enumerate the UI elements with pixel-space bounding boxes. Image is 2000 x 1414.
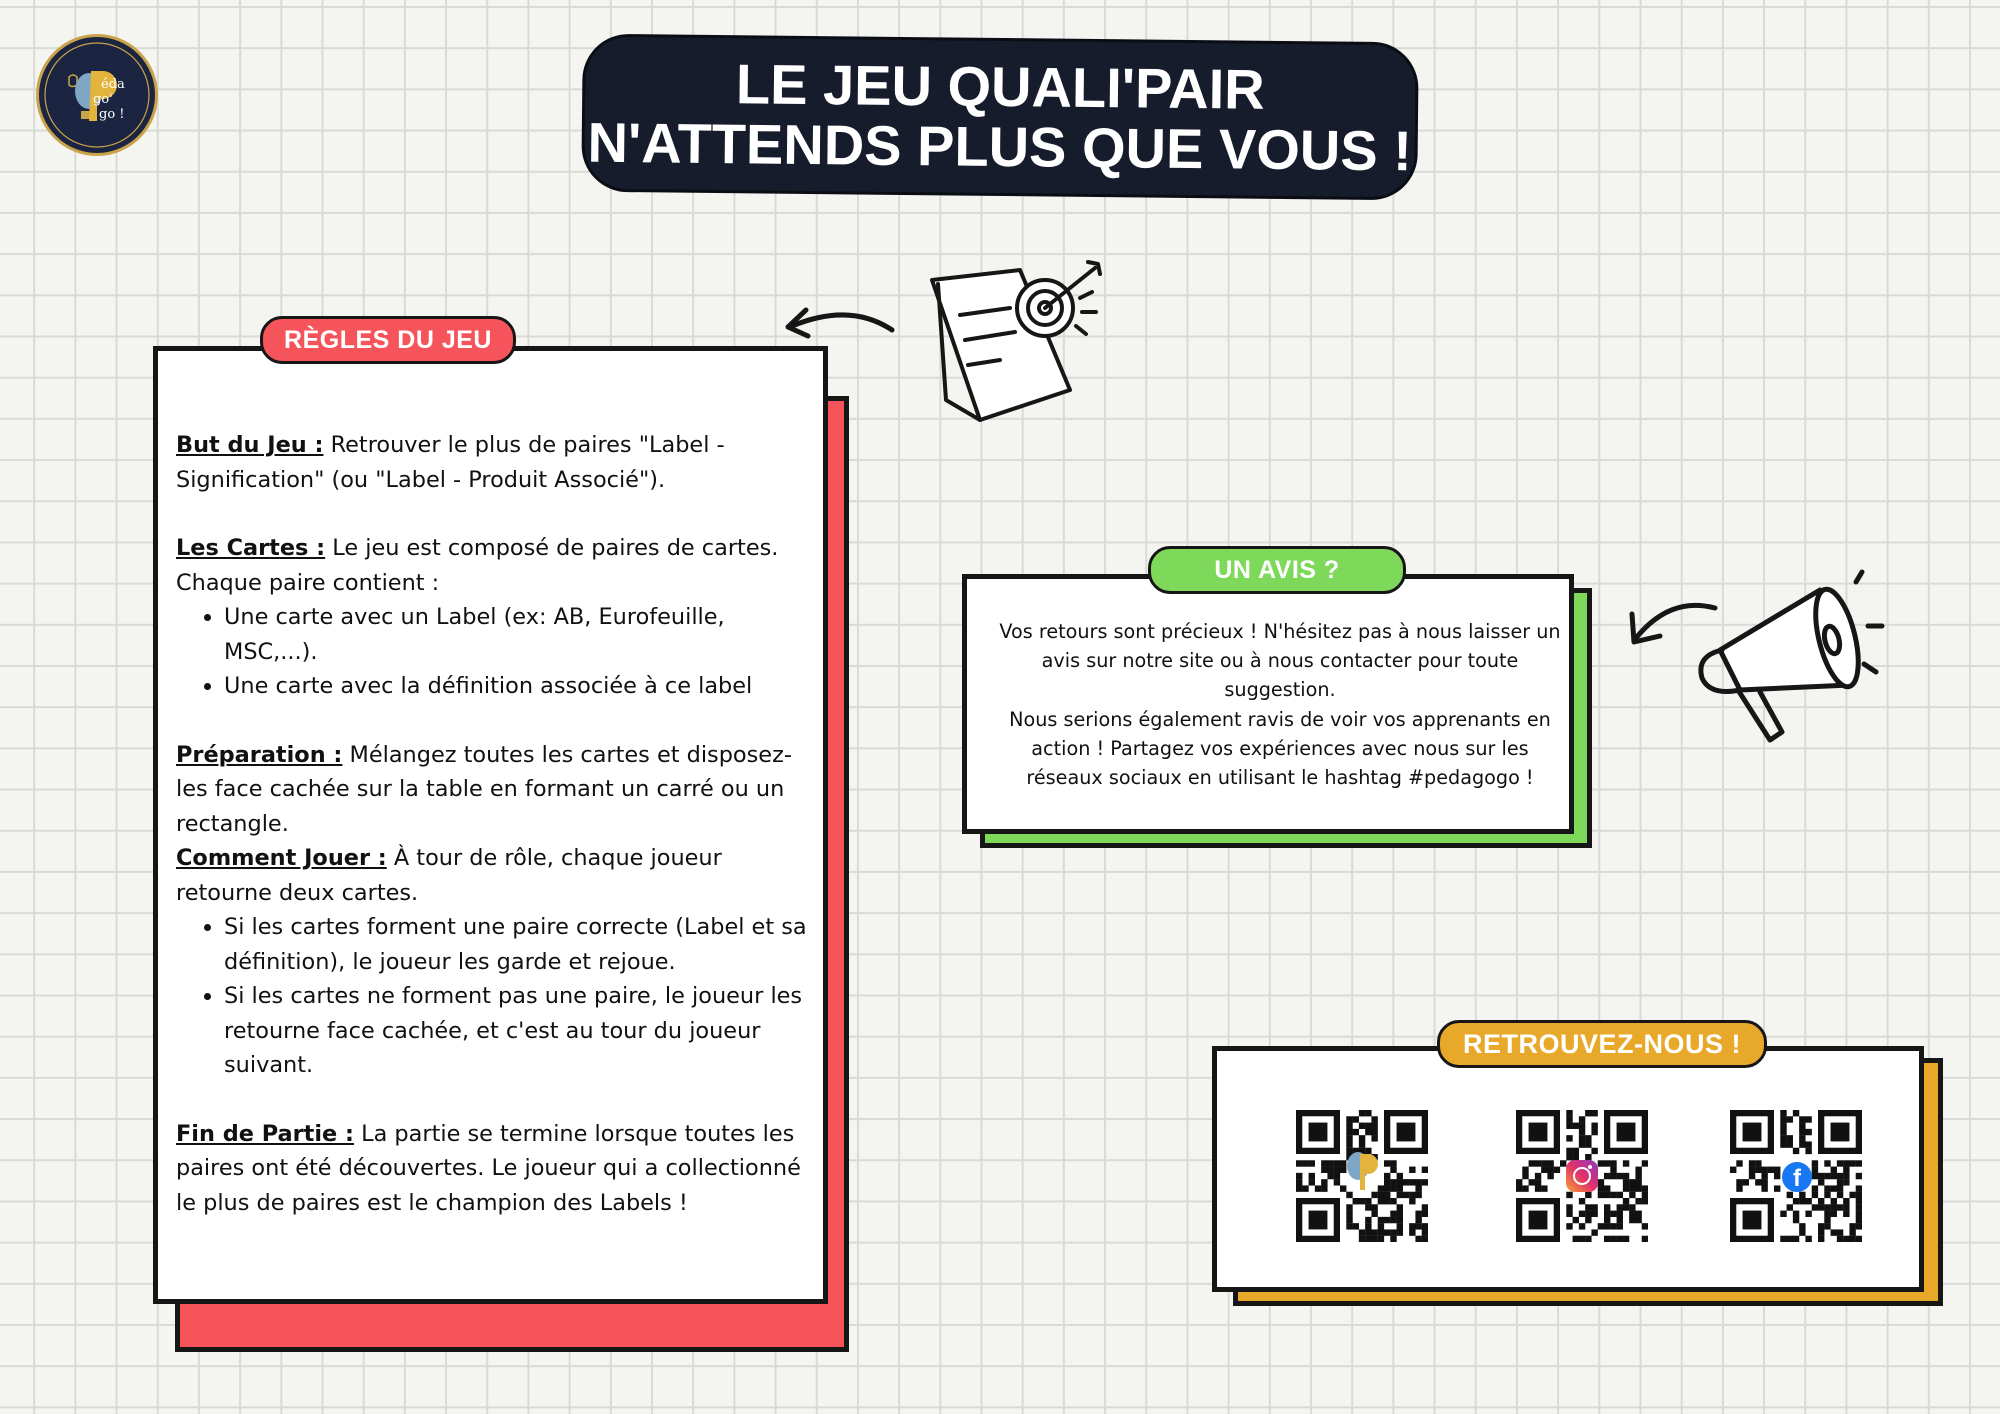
- rules-tag: RÈGLES DU JEU: [260, 316, 516, 364]
- play-text: À tour de rôle, chaque joueur retourne deux cartes.: [176, 845, 722, 906]
- goal-term: But du Jeu :: [176, 432, 324, 458]
- end-term: Fin de Partie :: [176, 1120, 354, 1147]
- curved-arrow-icon: [780, 300, 900, 350]
- end-text: La partie se termine lorsque toutes les paires ont été découvertes. Le joueur qui a collectionné le plus de paires est le champion des Labels !: [176, 1120, 801, 1216]
- play-list: [176, 910, 816, 1083]
- rules-preparation: [176, 738, 816, 842]
- cards-text: Le jeu est composé de paires de cartes. Chaque paire contient :: [176, 535, 779, 596]
- prep-term: Préparation :: [176, 741, 343, 768]
- goal-text: Retrouver le plus de paires "Label - Signification" (ou "Label - Produit Associé").: [176, 432, 725, 493]
- avis-text: [992, 617, 1568, 792]
- list-item: • Une carte avec un Label (ex: AB, Eurofeuille, MSC,...).: [224, 600, 816, 669]
- page-title: [581, 34, 1419, 201]
- avis-paragraph-2: Nous serions également ravis de voir vos apprenants en action ! Partagez vos expériences avec nous sur les réseaux sociaux en utilisant le hashtag #pedagogo !: [1009, 707, 1551, 790]
- prep-text: Mélangez toutes les cartes et disposez-les face cachée sur la table en formant un carré ou un rectangle.: [176, 741, 792, 837]
- rules-end: [176, 1117, 816, 1221]
- title-line-2: N'ATTENDS PLUS QUE VOUS !: [587, 110, 1413, 183]
- avis-paragraph-1: Vos retours sont précieux ! N'hésitez pas à nous laisser un avis sur notre site ou à nous contacter pour toute suggestion.: [999, 620, 1561, 702]
- rules-goal: [176, 428, 816, 497]
- pedagogo-logo: [36, 34, 158, 156]
- logo-text: éda go' go !: [93, 77, 125, 122]
- contact-tag: RETROUVEZ-NOUS !: [1437, 1020, 1767, 1068]
- list-item: • Si les cartes ne forment pas une paire, le joueur les retourne face cachée, et c'est au tour du joueur suivant.: [224, 979, 816, 1083]
- facebook-icon: f: [1782, 1162, 1812, 1192]
- title-line-1: LE JEU QUALI'PAIR: [735, 52, 1266, 121]
- avis-tag: UN AVIS ?: [1148, 546, 1406, 594]
- rules-how-to-play: [176, 841, 816, 910]
- rules-cards: [176, 531, 816, 600]
- list-item: • Une carte avec la définition associée à ce label: [224, 669, 816, 704]
- megaphone-icon: [1610, 560, 1890, 760]
- instagram-icon: [1566, 1160, 1598, 1192]
- play-term: Comment Jouer :: [176, 845, 387, 871]
- list-item: • Si les cartes forment une paire correcte (Label et sa définition), le joueur les garde et rejoue.: [224, 910, 816, 979]
- target-notebook-icon: [920, 250, 1120, 430]
- cards-term: Les Cartes :: [176, 535, 326, 561]
- cards-list: [176, 600, 816, 704]
- pedagogo-logo-icon: [1344, 1148, 1378, 1196]
- rules-text: [176, 428, 816, 1220]
